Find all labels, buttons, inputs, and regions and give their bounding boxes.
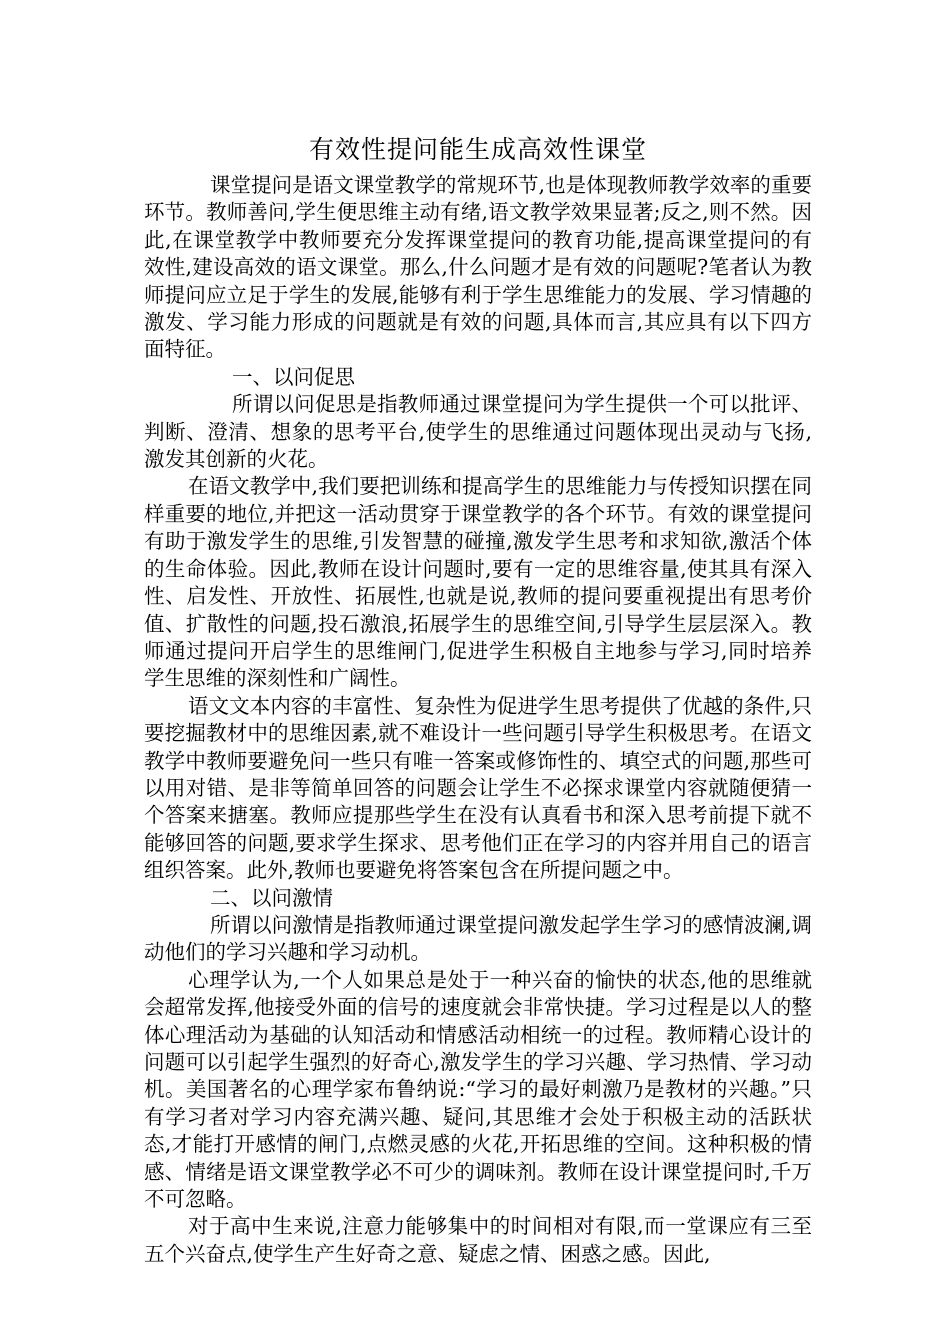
section2-definition: 所谓以问激情是指教师通过课堂提问激发起学生学习的感情波澜,调动他们的学习兴趣和学习动机。 bbox=[144, 912, 812, 965]
section1-paragraph-2: 语文文本内容的丰富性、复杂性为促进学生思考提供了优越的条件,只要挖掘教材中的思维因素,就不难设计一些问题引导学生积极思考。在语文教学中教师要避免问一些只有唯一答案或修饰性的、填空式的问题,那些可以用对错、是非等简单回答的问题会让学生不必探求课堂内容就随便猜一个答案来搪塞。教师应提那些学生在没有认真看书和深入思考前提下就不能够回答的问题,要求学生探求、思考他们正在学习的内容并用自己的语言组织答案。此外,教师也要避免将答案包含在所提问题之中。 bbox=[144, 693, 812, 883]
section1-definition: 所谓以问促思是指教师通过课堂提问为学生提供一个可以批评、判断、澄清、想象的思考平台,使学生的思维通过问题体现出灵动与飞扬,激发其创新的火花。 bbox=[144, 392, 812, 472]
intro-paragraph: 课堂提问是语文课堂教学的常规环节,也是体现教师教学效率的重要环节。教师善问,学生便思维主动有绪,语文教学效果显著;反之,则不然。因此,在课堂教学中教师要充分发挥课堂提问的教育功能,提高课堂提问的有效性,建设高效的语文课堂。那么,什么问题才是有效的问题呢?笔者认为教师提问应立足于学生的发展,能够有利于学生思维能力的发展、学习情趣的激发、学习能力形成的问题就是有效的问题,具体而言,其应具有以下四方面特征。 bbox=[144, 173, 812, 362]
section1-paragraph-1: 在语文教学中,我们要把训练和提高学生的思维能力与传授知识摆在同样重要的地位,并把这一活动贯穿于课堂教学的各个环节。有效的课堂提问有助于激发学生的思维,引发智慧的碰撞,激发学生思考和求知欲,激活个体的生命体验。因此,教师在设计问题时,要有一定的思维容量,使其具有深入性、启发性、开放性、拓展性,也就是说,教师的提问要重视提出有思考价值、扩散性的问题,投石激浪,拓展学生的思维空间,引导学生层层深入。教师通过提问开启学生的思维闸门,促进学生积极自主地参与学习,同时培养学生思维的深刻性和广阔性。 bbox=[144, 474, 812, 691]
section-heading-1: 一、以问促思 bbox=[232, 364, 355, 389]
section2-paragraph-1: 心理学认为,一个人如果总是处于一种兴奋的愉快的状态,他的思维就会超常发挥,他接受外面的信号的速度就会非常快捷。学习过程是以人的整体心理活动为基础的认知活动和情感活动相统一的过程。教师精心设计的问题可以引起学生强烈的好奇心,激发学生的学习兴趣、学习热情、学习动机。美国著名的心理学家布鲁纳说:“学习的最好刺激乃是教材的兴趣。”只有学习者对学习内容充满兴趣、疑问,其思维才会处于积极主动的活跃状态,才能打开感情的闸门,点燃灵感的火花,开拓思维的空间。这种积极的情感、情绪是语文课堂教学必不可少的调味剂。教师在设计课堂提问时,千万不可忽略。 bbox=[144, 967, 812, 1212]
section2-paragraph-2: 对于高中生来说,注意力能够集中的时间相对有限,而一堂课应有三至五个兴奋点,使学生产生好奇之意、疑虑之情、困惑之感。因此, bbox=[144, 1214, 812, 1266]
section-heading-2: 二、以问激情 bbox=[210, 885, 333, 910]
document-title: 有效性提问能生成高效性课堂 bbox=[308, 135, 647, 164]
document-page bbox=[144, 128, 812, 1268]
